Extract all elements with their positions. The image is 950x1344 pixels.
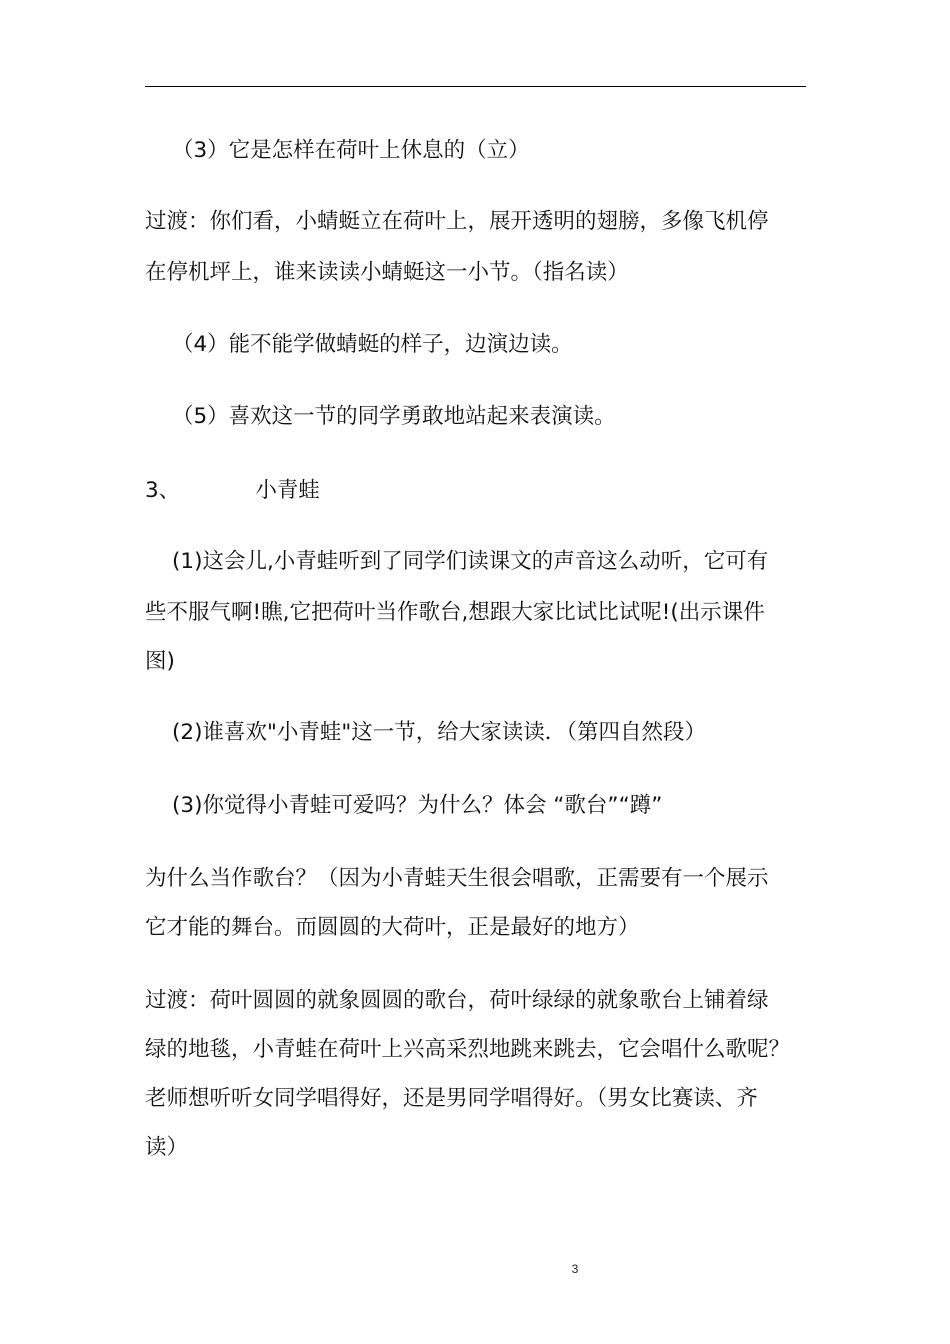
text-line: 图) [145, 649, 175, 674]
text-line: 老师想听听女同学唱得好，还是男同学唱得好。（男女比赛读、齐 [145, 1086, 758, 1111]
text-line: 过渡：你们看，小蜻蜓立在荷叶上，展开透明的翅膀，多像飞机停 [145, 209, 769, 234]
text-line: 在停机坪上，谁来读读小蜻蜓这一小节。（指名读） [145, 260, 629, 285]
text-line: （3）它是怎样在荷叶上休息的（立） [172, 138, 530, 163]
text-line: （4）能不能学做蜻蜓的样子，边演边读。 [172, 332, 573, 357]
text-line: (3)你觉得小青蛙可爱吗？为什么？体会 “歌台”“蹲” [172, 793, 663, 818]
header-rule [145, 86, 806, 87]
text-line: （5）喜欢这一节的同学勇敢地站起来表演读。 [172, 404, 616, 429]
section-heading: 3、 小青蛙 [145, 478, 320, 503]
text-line: 读） [145, 1135, 189, 1160]
text-line: 绿的地毯，小青蛙在荷叶上兴高采烈地跳来跳去，它会唱什么歌呢？ [145, 1037, 791, 1062]
text-line: (2)谁喜欢"小青蛙"这一节，给大家读读．（第四自然段） [172, 720, 706, 745]
text-line: 过渡：荷叶圆圆的就象圆圆的歌台，荷叶绿绿的就象歌台上铺着绿 [145, 988, 769, 1013]
text-line: 为什么当作歌台？（因为小青蛙天生很会唱歌，正需要有一个展示 [145, 866, 769, 891]
text-line: 些不服气啊!瞧,它把荷叶当作歌台,想跟大家比试比试呢!(出示课件 [145, 600, 765, 625]
text-line: 它才能的舞台。而圆圆的大荷叶，正是最好的地方） [145, 915, 640, 940]
page-number: 3 [571, 1262, 579, 1276]
text-line: (1)这会儿,小青蛙听到了同学们读课文的声音这么动听，它可有 [172, 549, 769, 574]
